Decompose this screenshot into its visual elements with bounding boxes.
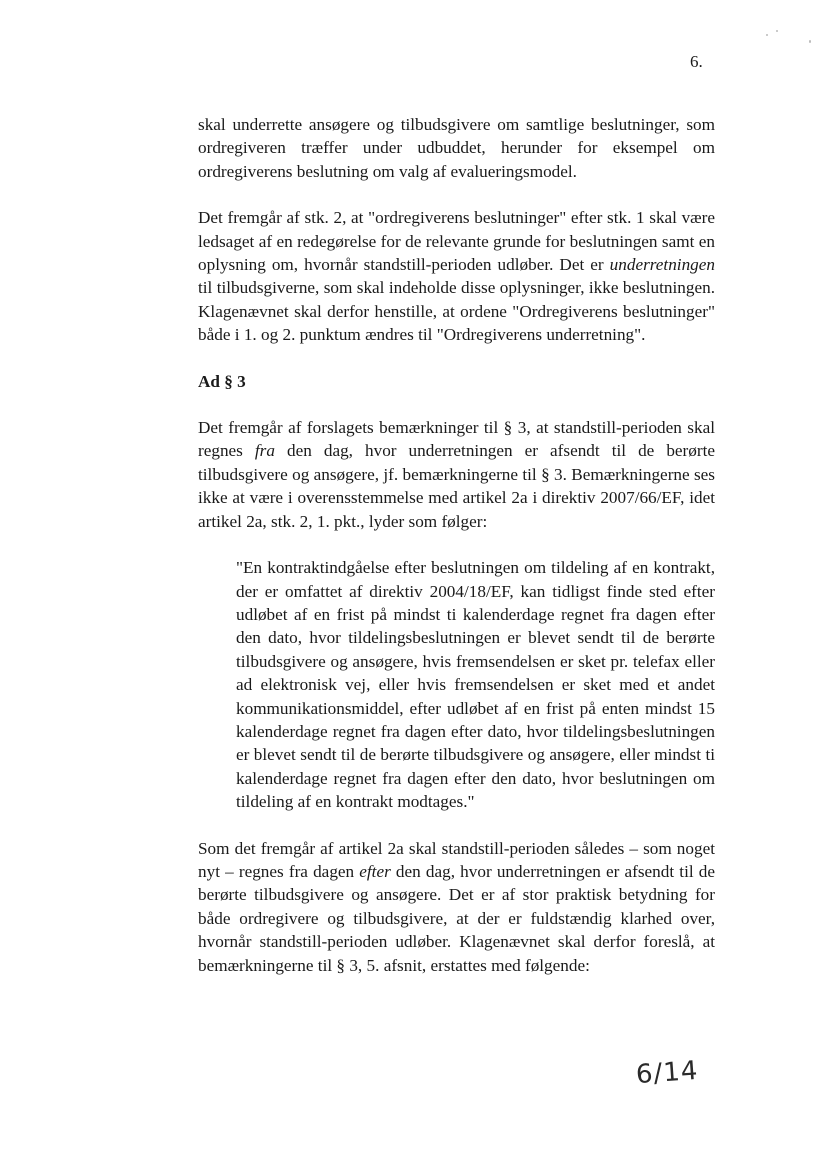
paragraph-4 [198,837,715,977]
scan-speck [766,34,768,36]
paragraph-1: skal underrette ansøgere og tilbudsgivere om samtlige beslutninger, som ordregiveren træffer under udbuddet, herunder for eksempel om ordregiverens beslutning om valg af evalueringsmodel. [198,115,715,181]
paragraph-2-text-a: Det fremgår af stk. 2, at "ordregiverens beslutninger" efter stk. 1 skal være ledsaget af en redegørelse for de relevante grunde for beslutningen samt en oplysning om, hvornår standstill-perioden udløber. Det er [198,208,715,275]
section-heading: Ad § 3 [198,371,246,391]
paragraph-4-emphasis: efter [359,861,391,881]
block-quote: "En kontraktindgåelse efter beslutningen om tildeling af en kontrakt, der er omfattet af direktiv 2004/18/EF, kan tidligst finde sted efter udløbet af en frist på mindst ti kalenderdage regnet fra dagen efter den dato, hvor tildelingsbeslutningen er blevet sendt til de berørte tilbudsgivere og ansøgere, hvis fremsendelsen er sket pr. telefax eller ad elektronisk vej, eller hvis fremsendelsen er sket med et andet kommunikationsmiddel, efter udløbet af en frist på enten mindst 15 kalenderdage regnet fra dagen efter dato, hvor tildelingsbeslutningen er blevet sendt til de berørte tilbudsgivere og ansøgere, eller mindst ti kalenderdage regnet fra dagen efter den dato, hvor beslutningen om tildeling af en kontrakt modtages." [236,558,715,812]
paragraph-3-emphasis: fra [254,441,275,461]
document-body [198,113,715,977]
handwritten-page-count: 6/14 [635,1055,700,1091]
paragraph-2 [198,206,715,346]
paragraph-3-text-b: den dag, hvor underretningen er afsendt til de berørte tilbudsgivere og ansøgere, jf. bemærkningerne til § 3. Bemærkningerne ses ikke at være i overensstemmelse med artikel 2a i direktiv 2007/66/EF, idet artikel 2a, stk. 2, 1. pkt., lyder som følger: [198,441,715,531]
paragraph-4-text-a: Som det fremgår af artikel 2a skal standstill-perioden således – som noget nyt – regnes fra dagen [198,838,715,881]
paragraph-2-emphasis: underretningen [609,255,715,275]
scan-speck [809,40,811,43]
scan-speck [776,30,778,32]
paragraph-3-text-a: Det fremgår af forslagets bemærkninger til § 3, at standstill-perioden skal regnes [198,418,715,461]
paragraph-3 [198,416,715,533]
paragraph-2-text-b: til tilbudsgiverne, som skal indeholde disse oplysninger, ikke beslutningen. Klagenævnet skal derfor henstille, at ordene "Ordregiverens beslutninger" både i 1. og 2. punktum ændres til "Ordregiverens underretning". [198,278,715,345]
paragraph-4-text-b: den dag, hvor underretningen er afsendt til de berørte tilbudsgivere og ansøgere. Det er af stor praktisk betydning for både ordregivere og tilbudsgivere, at der er fuldstændig klarhed over, hvornår standstill-perioden udløber. Klagenævnet skal derfor foreslå, at bemærkningerne til § 3, 5. afsnit, erstattes med følgende: [198,861,715,975]
page-number: 6. [690,52,703,71]
